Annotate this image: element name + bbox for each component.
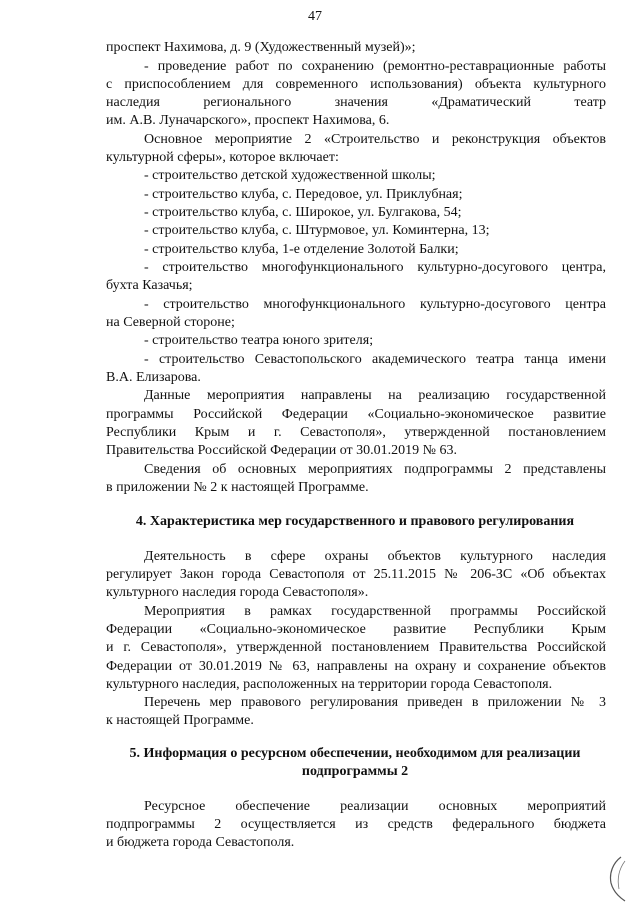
text-line: бухта Казачья; <box>106 278 193 293</box>
text-line: наследия региональногo значения «Драматический театр <box>106 95 606 110</box>
text-line: к настоящей Программе. <box>106 713 254 728</box>
text-line: Республики Крым и г. Севастополя», утвержденной постановлением <box>106 425 606 440</box>
section-heading-5: 5. Информация о ресурсном обеспечении, необходимом для реализации <box>129 746 581 761</box>
text-line: культурной сферы», которое включает: <box>106 150 339 165</box>
section-heading-4: 4. Характеристика мер государственного и правового регулирования <box>135 514 575 529</box>
list-item: - строительство Севастопольского академического театра танца имени <box>144 352 606 367</box>
list-item: - строительство клуба, с. Передовое, ул. Приклубная; <box>144 187 463 202</box>
text-line: Правительства Российской Федерации от 30.01.2019 № 63. <box>106 443 458 458</box>
text-line: Сведения об основных мероприятиях подпрограммы 2 представлены <box>144 462 606 477</box>
text-line: Федерации «Социально-экономическое развитие Республики Крым <box>106 622 606 637</box>
text-line: в приложении № 2 к настоящей Программе. <box>106 480 369 495</box>
text-line: регулирует Закон города Севастополя от 25.11.2015 № 206-ЗС «Об объектах <box>106 567 606 582</box>
list-item: - строительство многофункционального культурно-досугового центра, <box>144 260 606 275</box>
list-item: - строительство многофункционального культурно-досугового центра <box>144 297 606 312</box>
text-line: В.А. Елизарова. <box>106 370 201 385</box>
stamp-mark <box>603 855 629 903</box>
section-heading-5-cont: подпрограммы 2 <box>301 764 409 779</box>
list-item: - строительство театра юного зрителя; <box>144 333 374 348</box>
text-line: культурного наследия, расположенных на территории города Севастополя. <box>106 677 553 692</box>
list-item: - строительство клуба, 1-е отделение Золотой Балки; <box>144 242 459 257</box>
list-item: - строительство клуба, с. Широкое, ул. Булгакова, 54; <box>144 205 462 220</box>
text-line: программы Российской Федерации «Социально-экономическое развитие <box>106 407 606 422</box>
text-line: на Северной стороне; <box>106 315 235 330</box>
text-line: проспект Нахимова, д. 9 (Художественный музей)»; <box>106 40 416 55</box>
text-line: - проведение работ по сохранению (ремонтно-реставрационные работы <box>144 59 606 74</box>
text-line: им. А.В. Луначарского», проспект Нахимова, 6. <box>106 113 390 128</box>
list-item: - строительство детской художественной школы; <box>144 168 436 183</box>
text-line: Ресурсное обеспечение реализации основных мероприятий <box>144 799 606 814</box>
text-line: и бюджета города Севастополя. <box>106 835 295 850</box>
text-line: с приспособлением для современного использования) объекта культурного <box>106 77 606 92</box>
text-line: Данные мероприятия направлены на реализацию государственной <box>144 388 606 403</box>
text-line: культурного наследия города Севастополя». <box>106 585 369 600</box>
text-line: подпрограммы 2 осуществляется из средств федерального бюджета <box>106 817 606 832</box>
text-line: и г. Севастополя», утвержденной постановлением Правительства Российской <box>106 640 606 655</box>
text-line: Перечень мер правового регулирования приведен в приложении № 3 <box>144 695 606 710</box>
page-number: 47 <box>308 9 322 24</box>
text-line: Основное мероприятие 2 «Строительство и реконструкция объектов <box>144 132 606 147</box>
text-line: Мероприятия в рамках государственной программы Российской <box>144 604 606 619</box>
text-line: Федерации от 30.01.2019 № 63, направлены на охрану и сохранение объектов <box>106 659 606 674</box>
text-line: Деятельность в сфере охраны объектов культурного наследия <box>144 549 606 564</box>
list-item: - строительство клуба, с. Штурмовое, ул. Коминтерна, 13; <box>144 223 490 238</box>
